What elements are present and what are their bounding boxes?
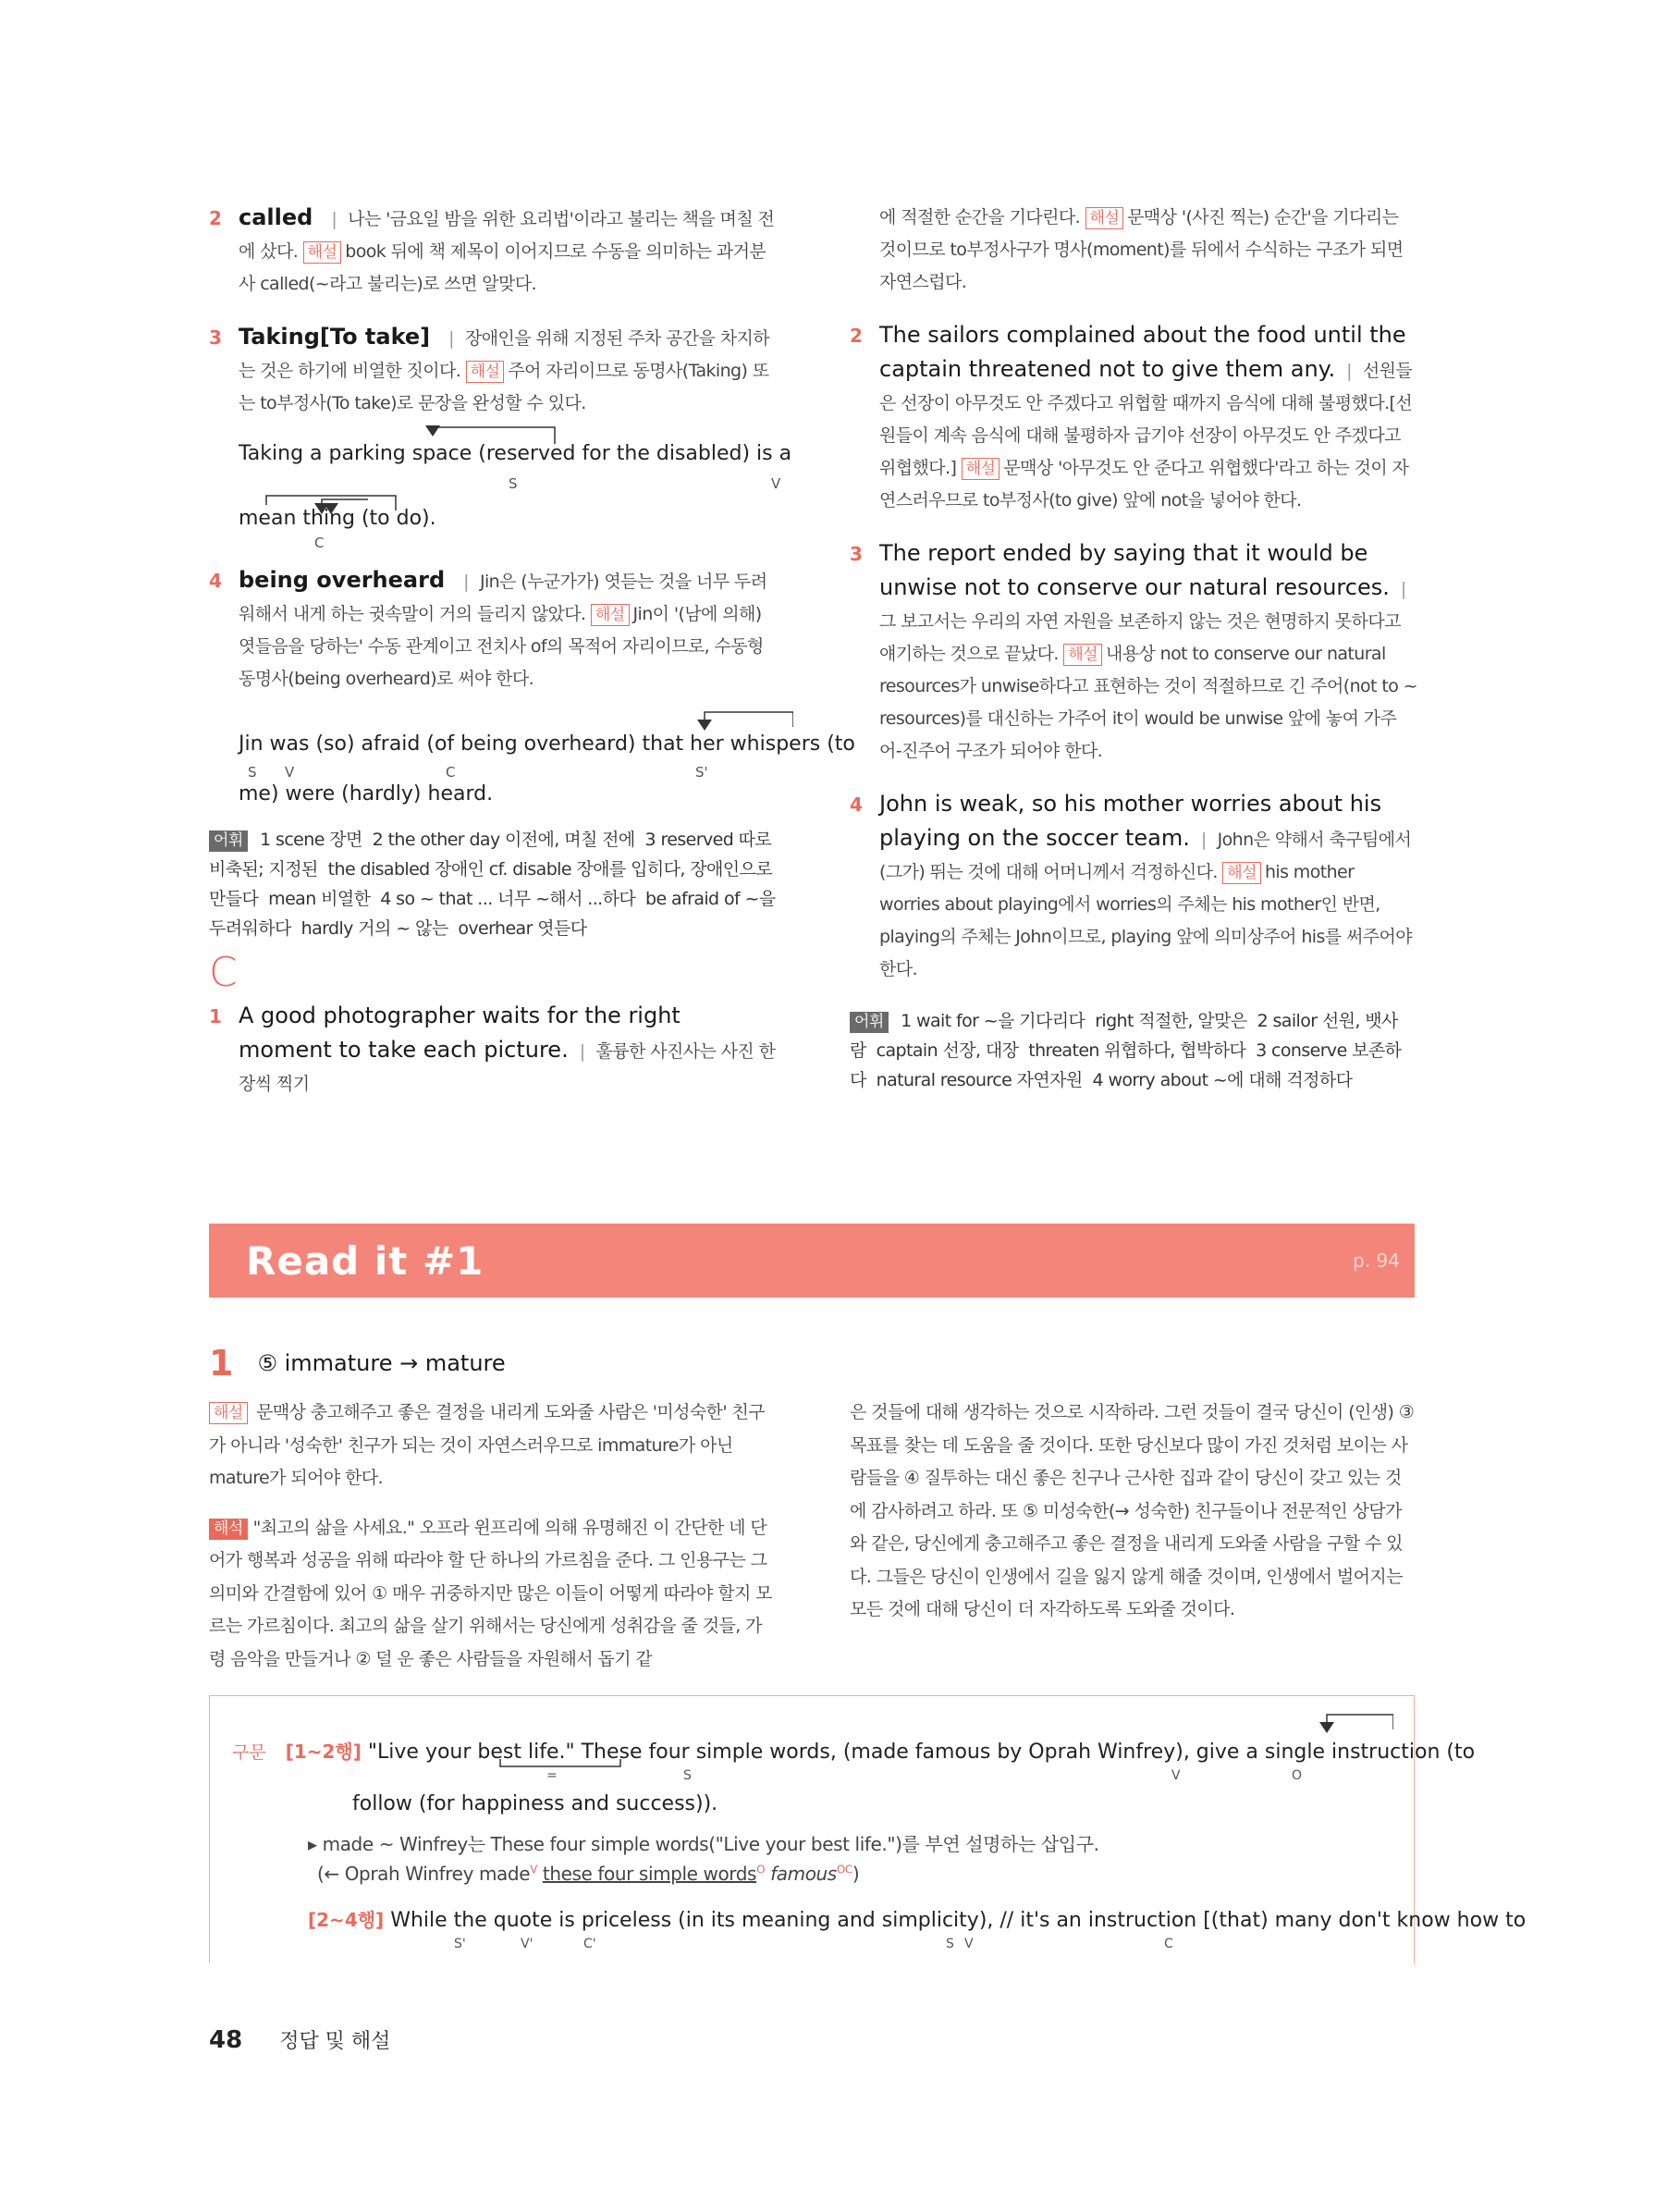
guide-note-1: ▸ made ~ Winfrey는 These four simple words("Live your best life.")를 부연 설명하는 삽입구. [308, 1833, 1099, 1855]
vocab-item: mean 비열한 [268, 889, 371, 909]
label-v: V [964, 1937, 974, 1951]
item-number: 4 [850, 794, 863, 816]
answer-text: being overheard [239, 567, 446, 593]
label-v: V [285, 764, 295, 781]
vocabulary-box [850, 1006, 1417, 1095]
label-v-prime: V' [521, 1937, 533, 1951]
page-label: 정답 및 해설 [279, 2030, 391, 2053]
answer-text: Taking[To take] [239, 324, 431, 350]
guide-label: 구문 [232, 1742, 266, 1763]
answer-item-c4: 4 John is weak, so his mother worries about his playing on the soccer team. | John은 약해서 축구팀에서 (그가) 뛰는 것에 대해 어머니께서 걱정하신다. 해설 his mother worries about playing에서 worries의 주체는 his mother인 반면, playing의 주체는 John이므로, playing 앞에 의미상주어 his를 써주어야 한다. [850, 788, 1417, 986]
explanation-right [850, 1396, 1417, 1643]
explanation-tag: 해설 [209, 1402, 248, 1424]
vocab-item: overhear 엿듣다 [458, 918, 587, 939]
answer-item-2: 2 called | 나는 '금요일 밤을 위한 요리법'이라고 불리는 책을 며칠 전에 샀다. 해설 book 뒤에 책 제목이 이어지므로 수동을 의미하는 과거분사 called(~라고 불리는)로 쓰면 알맞다. [209, 202, 777, 301]
explanation-tag: 해설 [303, 241, 342, 264]
label-eq: = [546, 1768, 558, 1783]
translation-text: "최고의 삶을 사세요." 오프라 윈프리에 의해 유명해진 이 간단한 네 단어가 행복과 성공을 위해 따라야 할 단 하나의 가르침을 준다. 그 인용구는 그 의미와 간결함에 있어 ① 매우 귀중하지만 많은 이들이 어떻게 따라야 할지 모르는 가르침이다. 최고의 삶을 살기 위해서는 당신에게 성취감을 줄 것들, 가령 음악을 만들거나 ② 덜 운 좋은 사람들을 자원해서 돕기 같 [209, 1517, 772, 1669]
translation: 장애인을 위해 지정된 주차 공간을 차지하는 것은 하기에 비열한 짓이다. [239, 328, 769, 381]
vocab-tag: 어휘 [850, 1012, 889, 1033]
left-column [209, 202, 855, 1121]
label-v: V [771, 475, 781, 492]
vocab-item: threaten 위협하다, 협박하다 [1028, 1040, 1246, 1061]
explanation-text: 문맥상 충고해주고 좋은 결정을 내리게 도와줄 사람은 '미성숙한' 친구가 아니라 '성숙한' 친구가 되는 것이 자연스러우므로 immature가 아닌 mature가 되어야 한다. [209, 1402, 765, 1488]
answer-text: called [239, 204, 313, 230]
section-banner [209, 1224, 1415, 1298]
banner-title: Read it #1 [246, 1237, 484, 1284]
explanation-left [209, 1396, 777, 1692]
vocab-item: the disabled 장애인 cf. disable 장애를 입히다, 장애인으로 만들다 [209, 859, 772, 909]
vocab-item: 1 scene 장면 [260, 830, 362, 850]
explanation-tag: 해설 [591, 604, 630, 626]
translation: John은 약해서 축구팀에서 (그가) 뛰는 것에 대해 어머니께서 걱정하신다. [879, 830, 1412, 882]
label-c-prime: C' [583, 1937, 596, 1951]
answer-text: ⑤ immature → mature [257, 1350, 506, 1376]
explanation-tag: 해설 [466, 361, 505, 383]
analysis-line-1: Jin was (so) afraid (of being overheard) that her whispers (to [239, 732, 855, 756]
translation: Jin은 (누군가가) 엿듣는 것을 너무 두려워해서 내게 하는 귓속말이 거의 들리지 않았다. [239, 572, 767, 624]
translation: 나는 '금요일 밤을 위한 요리법'이라고 불리는 책을 며칠 전에 샀다. [239, 209, 775, 262]
answer-sentence: A good photographer waits for the right moment to take each picture. [239, 1003, 681, 1063]
guide-line-3 [308, 1905, 1526, 1932]
answer-sentence: The sailors complained about the food until the captain threatened not to give them any. [879, 322, 1406, 382]
vocab-item: 2 the other day 이전에, 며칠 전에 [372, 830, 635, 850]
guide-line-1 [232, 1737, 1475, 1764]
guide-sentence: "Live your best life." These four simple words, (made famous by Oprah Winfrey), give a single instruction (to [367, 1741, 1476, 1764]
item-number: 2 [850, 325, 863, 347]
label-s-prime: S' [454, 1937, 466, 1951]
sentence-analysis-4 [239, 699, 855, 808]
item-number: 4 [209, 570, 222, 592]
vocab-item: hardly 거의 ~ 않는 [300, 918, 448, 939]
vocab-item: 2 sailor 선원, 뱃사람 [850, 1011, 1398, 1061]
translation: 에 적절한 순간을 기다린다. [879, 207, 1081, 228]
section-letter: C [209, 949, 238, 996]
explanation-tag: 해설 [1063, 644, 1102, 666]
answer-item-3: 3 Taking[To take] | 장애인을 위해 지정된 주차 공간을 차지하는 것은 하기에 비열한 짓이다. 해설 주어 자리이므로 동명사(Taking) 또는 to부정사(To take)로 문장을 완성할 수 있다. [209, 321, 777, 420]
translation: 훌륭한 사진사는 사진 한 장씩 찍기 [239, 1041, 776, 1094]
analysis-line-2: mean thing (to do). [239, 507, 436, 530]
line-reference: [1~2행] [285, 1741, 362, 1763]
vocab-tag: 어휘 [209, 830, 248, 852]
label-s: S [509, 475, 518, 492]
vocab-item: 3 conserve 보존하다 [850, 1040, 1402, 1090]
question-1-answer [209, 1343, 506, 1384]
label-o: O [1292, 1768, 1303, 1783]
page-footer [209, 2025, 390, 2054]
vocab-item: 4 so ~ that ... 너무 ~해서 ...하다 [380, 889, 636, 909]
right-column [850, 202, 1417, 1095]
translation: 선원들은 선장이 아무것도 안 주겠다고 위협할 때까지 음식에 대해 불평했다.[선원들이 계속 음식에 대해 불평하자 급기야 선장이 아무것도 안 주겠다고 위협했다.] [879, 361, 1413, 478]
explanation: 문맥상 '(사진 찍는) 순간'을 기다리는 것이므로 to부정사구가 명사(moment)를 뒤에서 수식하는 구조가 되면 자연스럽다. [879, 207, 1404, 292]
question-number: 1 [209, 1343, 234, 1384]
analysis-line-1: Taking a parking space (reserved for the disabled) is a [239, 442, 792, 465]
translation-tag: 해석 [209, 1519, 248, 1540]
translation-text: 은 것들에 대해 생각하는 것으로 시작하라. 그런 것들이 결국 당신이 (인생) ③ 목표를 찾는 데 도움을 줄 것이다. 또한 당신보다 많이 가진 것처럼 보이는 사람들을 ④ 질투하는 대신 좋은 친구나 근사한 집과 같이 당신이 갖고 있는 것에 감사하려고 하라. 또 ⑤ 미성숙한(→ 성숙한) 친구들이나 전문적인 상담가와 같은, 당신에게 충고해주고 좋은 결정을 내리게 도와줄 사람을 구할 수 있다. 그들은 당신이 인생에서 길을 잃지 않게 해줄 것이며, 인생에서 벌어지는 모든 것에 대해 당신이 더 자각하도록 도와줄 것이다. [850, 1402, 1415, 1619]
label-c: C [1164, 1937, 1173, 1951]
vocab-item: 3 reserved 따로 비축된; 지정된 [209, 830, 772, 880]
label-c: C [314, 535, 325, 551]
label-c: C [446, 764, 456, 781]
explanation: his mother worries about playing에서 worries의 주체는 his mother인 반면, playing의 주체는 John이므로, playing 앞에 의미상주어 his를 써주어야 한다. [879, 862, 1412, 979]
vocabulary-box [209, 825, 777, 943]
analysis-line-2: me) were (hardly) heard. [239, 782, 494, 806]
page-number: 48 [209, 2026, 243, 2054]
vocab-item: natural resource 자연자원 [876, 1070, 1083, 1090]
answer-sentence: The report ended by saying that it would be unwise not to conserve our natural resources. [879, 540, 1390, 600]
vocab-item: 4 worry about ~에 대해 걱정하다 [1092, 1070, 1353, 1090]
vocab-item: be afraid of ~을 두려워하다 [209, 889, 776, 939]
label-s-prime: S' [695, 764, 708, 781]
label-s: S [683, 1768, 692, 1783]
guide-line-2: follow (for happiness and success)). [352, 1792, 718, 1815]
explanation: 문맥상 '아무것도 안 준다고 위협했다'라고 하는 것이 자연스러우므로 to부정사(to give) 앞에 not을 넣어야 한다. [879, 458, 1409, 511]
vocab-item: captain 선장, 대장 [876, 1040, 1019, 1061]
banner-page-ref: p. 94 [1353, 1249, 1400, 1272]
line-reference: [2~4행] [308, 1909, 385, 1931]
answer-sentence: John is weak, so his mother worries about his playing on the soccer team. [879, 791, 1382, 851]
answer-item-c1-continued [879, 202, 1417, 299]
grammar-guide-box [209, 1695, 1527, 1963]
explanation-tag: 해설 [1085, 207, 1124, 229]
answer-item-4: 4 being overheard | Jin은 (누군가가) 엿듣는 것을 너무 두려워해서 내게 하는 귓속말이 거의 들리지 않았다. 해설 Jin이 '(남에 의해) 엿들음을 당하는' 수동 관계이고 전치사 of의 목적어 자리이므로, 수동형 동명사(being overheard)로 써야 한다. [209, 564, 777, 695]
item-number: 3 [850, 543, 863, 565]
item-number: 2 [209, 207, 222, 229]
explanation-tag: 해설 [1222, 862, 1261, 884]
explanation: book 뒤에 책 제목이 이어지므로 수동을 의미하는 과거분사 called(~라고 불리는)로 쓰면 알맞다. [239, 241, 766, 294]
guide-note-2: (← Oprah Winfrey made$^V$ these four simple words$^O$ famous$^{OC}$) [317, 1863, 860, 1885]
guide-sentence: While the quote is priceless (in its meaning and simplicity), // it's an instruction [(that) many don't know how to [390, 1909, 1527, 1932]
item-number: 3 [209, 326, 222, 349]
explanation: 내용상 not to conserve our natural resources가 unwise하다고 표현하는 것이 적절하므로 긴 주어(not to ~ resources)를 대신하는 가주어 it이 would be unwise 앞에 놓여 가주어-진주어 구조가 되어야 한다. [879, 644, 1417, 761]
vocab-item: right 적절한, 알맞은 [1095, 1011, 1247, 1031]
explanation-tag: 해설 [962, 458, 1000, 480]
answer-item-c3: 3 The report ended by saying that it would be unwise not to conserve our natural resources. |그 보고서는 우리의 자연 자원을 보존하지 않는 것은 현명하지 못하다고 얘기하는 것으로 끝났다. 해설 내용상 not to conserve our natural resources가 unwise하다고 표현하는 것이 적절하므로 긴 주어(not to ~ resources)를 대신하는 가주어 it이 would be unwise 앞에 놓여 가주어-진주어 구조가 되어야 한다. [850, 537, 1417, 768]
label-s: S [946, 1937, 954, 1951]
item-number: 1 [209, 1005, 222, 1027]
label-v: V [1171, 1768, 1181, 1783]
answer-item-c1: 1 A good photographer waits for the right moment to take each picture. | 훌륭한 사진사는 사진 한 장씩 찍기 [209, 1000, 777, 1101]
vocab-item: 1 wait for ~을 기다리다 [901, 1011, 1085, 1031]
sentence-analysis-3 [239, 425, 792, 551]
translation: 그 보고서는 우리의 자연 자원을 보존하지 않는 것은 현명하지 못하다고 얘기하는 것으로 끝났다. [879, 611, 1401, 664]
explanation: Jin이 '(남에 의해) 엿들음을 당하는' 수동 관계이고 전치사 of의 목적어 자리이므로, 수동형 동명사(being overheard)로 써야 한다. [239, 604, 764, 689]
explanation: 주어 자리이므로 동명사(Taking) 또는 to부정사(To take)로 문장을 완성할 수 있다. [239, 361, 769, 413]
label-s: S [248, 764, 257, 781]
answer-item-c2: 2 The sailors complained about the food until the captain threatened not to give them any. | 선원들은 선장이 아무것도 안 주겠다고 위협할 때까지 음식에 대해 불평했다.[선원들이 계속 음식에 대해 불평하자 급기야 선장이 아무것도 안 주겠다고 위협했다.] 해설 문맥상 '아무것도 안 준다고 위협했다'라고 하는 것이 자연스러우므로 to부정사(to give) 앞에 not을 넣어야 한다. [850, 319, 1417, 517]
